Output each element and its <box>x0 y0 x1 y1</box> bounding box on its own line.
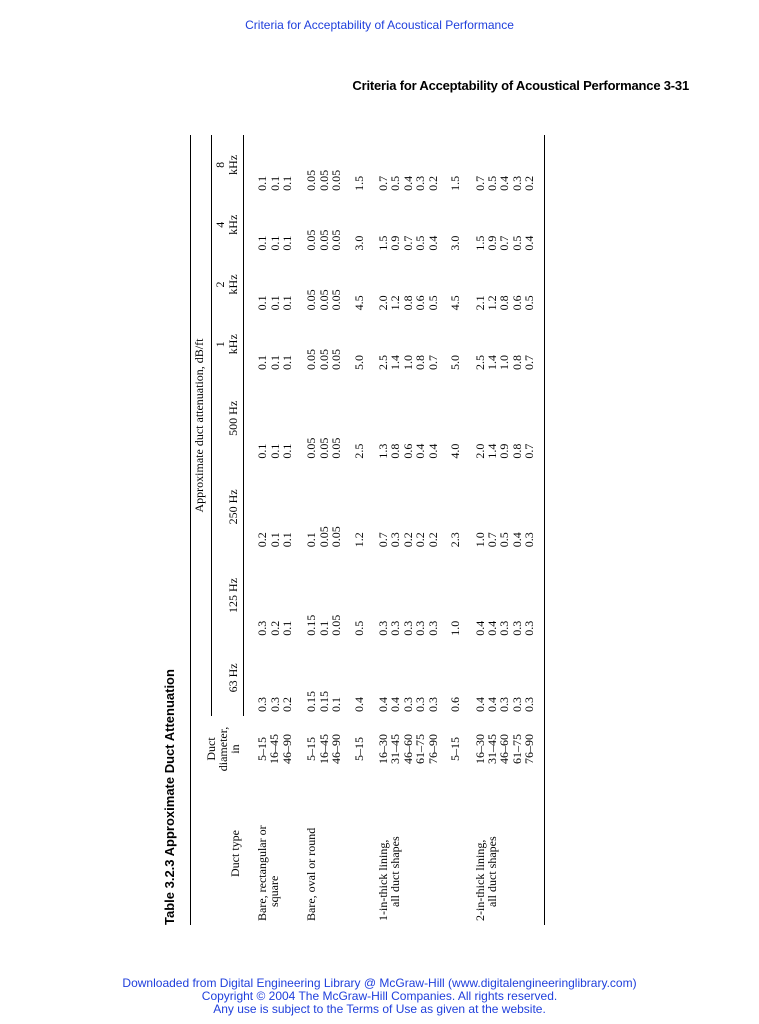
attenuation-value: 2.5 <box>351 443 366 459</box>
attenuation-value: 0.3 <box>522 620 537 636</box>
diameter-cell <box>293 716 342 782</box>
attenuation-value: 0.4 <box>472 697 487 712</box>
table-row <box>244 135 294 925</box>
attenuation-value: 0.5 <box>388 175 403 191</box>
attenuation-value: 0.05 <box>304 169 319 191</box>
diameter-value: 46–60 <box>497 734 512 764</box>
attenuation-cell <box>343 255 365 315</box>
attenuation-value: 0.9 <box>484 235 499 251</box>
diameter-cell <box>439 716 461 782</box>
diameter-value: 5–15 <box>448 737 463 761</box>
attenuation-value: 0.1 <box>280 175 295 191</box>
attenuation-value: 2.0 <box>376 295 391 311</box>
duct-type-line: Bare, oval or round <box>304 827 319 921</box>
attenuation-cell <box>343 195 365 255</box>
attenuation-value: 4.5 <box>448 295 463 311</box>
attenuation-value: 0.05 <box>316 349 331 371</box>
attenuation-value: 0.5 <box>522 295 537 311</box>
duct-type-line: 2-in-thick lining, <box>472 839 487 921</box>
attenuation-cell <box>293 463 342 552</box>
running-head: Criteria for Acceptability of Acoustical Performance 3-31 <box>352 78 689 93</box>
duct-type-cell <box>244 782 294 925</box>
col-header-duct-type: Duct type <box>191 782 244 925</box>
attenuation-cell <box>365 255 439 315</box>
diameter-value: 76–90 <box>522 734 537 764</box>
table-row <box>365 135 439 925</box>
attenuation-cell <box>293 255 342 315</box>
rotated-table-region <box>120 125 650 925</box>
attenuation-cell <box>439 640 461 716</box>
diameter-header-line: Duct <box>203 737 218 761</box>
attenuation-cell <box>365 551 439 640</box>
attenuation-value: 1.2 <box>484 295 499 311</box>
attenuation-value: 1.3 <box>376 443 391 459</box>
attenuation-value: 1.2 <box>388 295 403 311</box>
attenuation-cell <box>343 463 365 552</box>
attenuation-value: 0.05 <box>329 526 344 548</box>
diameter-value: 46–90 <box>279 734 294 764</box>
freq-header-line: 2 <box>213 281 228 288</box>
attenuation-value: 0.05 <box>316 289 331 311</box>
duct-type-cell <box>293 782 342 925</box>
diameter-cell <box>365 716 439 782</box>
attenuation-value: 0.7 <box>522 443 537 459</box>
attenuation-value: 0.1 <box>267 443 282 459</box>
attenuation-value: 0.05 <box>329 289 344 311</box>
attenuation-value: 0.1 <box>255 355 270 371</box>
attenuation-cell <box>439 463 461 552</box>
freq-header-line: 63 Hz <box>225 663 240 693</box>
attenuation-cell <box>365 195 439 255</box>
duct-type-cell <box>343 782 365 925</box>
attenuation-value: 0.2 <box>255 532 270 548</box>
attenuation-cell <box>439 374 461 463</box>
attenuation-value: 2.5 <box>472 355 487 371</box>
attenuation-value: 0.8 <box>413 355 428 371</box>
attenuation-value: 3.0 <box>351 235 366 251</box>
freq-header-line: 125 Hz <box>225 578 240 613</box>
diameter-value: 5–15 <box>351 737 366 761</box>
attenuation-value: 1.2 <box>351 532 366 548</box>
duct-type-line: all duct shapes <box>484 836 499 907</box>
attenuation-value: 0.4 <box>425 235 440 251</box>
attenuation-value: 1.5 <box>376 235 391 251</box>
diameter-value: 5–15 <box>304 737 319 761</box>
attenuation-value: 0.4 <box>509 532 524 548</box>
attenuation-value: 0.05 <box>304 349 319 371</box>
attenuation-value: 0.7 <box>497 235 512 251</box>
diameter-value: 16–45 <box>267 734 282 764</box>
footer-line-download[interactable]: Downloaded from Digital Engineering Library @ McGraw-Hill (www.digitalengineeringlibrary.com) <box>122 976 637 990</box>
attenuation-value: 0.05 <box>316 437 331 459</box>
duct-type-cell <box>462 782 545 925</box>
attenuation-value: 0.2 <box>413 532 428 548</box>
attenuation-value: 0.7 <box>376 175 391 191</box>
attenuation-value: 0.4 <box>497 175 512 191</box>
attenuation-value: 2.5 <box>376 355 391 371</box>
attenuation-value: 0.05 <box>316 229 331 251</box>
attenuation-cell <box>462 463 545 552</box>
attenuation-cell <box>293 551 342 640</box>
attenuation-value: 0.05 <box>329 349 344 371</box>
attenuation-value: 5.0 <box>448 355 463 371</box>
attenuation-value: 0.4 <box>472 620 487 636</box>
attenuation-value: 4.5 <box>351 295 366 311</box>
attenuation-value: 0.4 <box>400 175 415 191</box>
attenuation-value: 1.4 <box>484 443 499 459</box>
attenuation-value: 0.8 <box>388 443 403 459</box>
attenuation-value: 1.5 <box>448 175 463 191</box>
diameter-value: 16–30 <box>376 734 391 764</box>
duct-type-line: Bare, rectangular or <box>254 825 269 921</box>
attenuation-value: 0.8 <box>509 443 524 459</box>
diameter-value: 61–75 <box>413 734 428 764</box>
attenuation-value: 1.5 <box>472 235 487 251</box>
attenuation-value: 0.1 <box>280 355 295 371</box>
attenuation-value: 0.05 <box>304 437 319 459</box>
attenuation-value: 0.7 <box>376 532 391 548</box>
attenuation-cell <box>244 195 294 255</box>
attenuation-value: 5.0 <box>351 355 366 371</box>
attenuation-cell <box>244 135 294 195</box>
attenuation-value: 0.1 <box>304 532 319 548</box>
attenuation-value: 0.3 <box>497 697 512 712</box>
attenuation-value: 0.1 <box>280 235 295 251</box>
freq-header-line: 250 Hz <box>225 489 240 525</box>
attenuation-value: 0.1 <box>267 355 282 371</box>
attenuation-value: 0.1 <box>255 235 270 251</box>
attenuation-value: 0.2 <box>267 620 282 636</box>
attenuation-cell <box>439 135 461 195</box>
attenuation-value: 0.1 <box>255 443 270 459</box>
diameter-value: 31–45 <box>484 734 499 764</box>
attenuation-value: 0.2 <box>400 532 415 548</box>
freq-header-line: kHz <box>225 334 240 355</box>
attenuation-cell <box>343 314 365 374</box>
attenuation-value: 1.4 <box>484 355 499 371</box>
table-row <box>343 135 365 925</box>
attenuation-value: 0.2 <box>425 175 440 191</box>
attenuation-value: 0.3 <box>509 175 524 191</box>
attenuation-value: 2.3 <box>448 532 463 548</box>
diameter-value: 16–45 <box>316 734 331 764</box>
attenuation-value: 1.0 <box>448 620 463 636</box>
attenuation-cell <box>343 374 365 463</box>
duct-type-cell <box>365 782 439 925</box>
attenuation-value: 0.4 <box>484 697 499 712</box>
attenuation-cell <box>244 640 294 716</box>
diameter-cell <box>343 716 365 782</box>
attenuation-value: 0.05 <box>304 289 319 311</box>
attenuation-value: 0.7 <box>522 355 537 371</box>
attenuation-value: 0.7 <box>472 175 487 191</box>
attenuation-value: 0.4 <box>351 697 366 712</box>
table-row <box>293 135 342 925</box>
freq-header <box>212 463 244 552</box>
attenuation-cell <box>462 640 545 716</box>
attenuation-cell <box>365 640 439 716</box>
attenuation-value: 0.3 <box>400 620 415 636</box>
attenuation-value: 0.9 <box>497 443 512 459</box>
attenuation-value: 0.4 <box>425 443 440 459</box>
diameter-value: 76–90 <box>425 734 440 764</box>
top-banner-link[interactable]: Criteria for Acceptability of Acoustical Performance <box>245 18 514 32</box>
attenuation-value: 0.3 <box>413 697 428 712</box>
attenuation-cell <box>343 551 365 640</box>
freq-header <box>212 551 244 640</box>
attenuation-value: 0.05 <box>316 526 331 548</box>
attenuation-value: 0.3 <box>425 620 440 636</box>
attenuation-cell <box>293 135 342 195</box>
attenuation-value: 0.1 <box>280 295 295 311</box>
attenuation-value: 0.05 <box>329 614 344 636</box>
attenuation-value: 1.0 <box>497 355 512 371</box>
attenuation-value: 0.15 <box>304 614 319 636</box>
attenuation-value: 0.2 <box>425 532 440 548</box>
attenuation-cell <box>439 255 461 315</box>
attenuation-value: 0.4 <box>522 235 537 251</box>
attenuation-value: 0.4 <box>376 697 391 712</box>
attenuation-value: 0.7 <box>484 532 499 548</box>
duct-type-cell <box>439 782 461 925</box>
footer-banner <box>0 977 759 1016</box>
attenuation-value: 0.05 <box>329 437 344 459</box>
freq-header <box>212 374 244 463</box>
attenuation-value: 1.0 <box>400 355 415 371</box>
diameter-value: 31–45 <box>388 734 403 764</box>
attenuation-cell <box>244 374 294 463</box>
freq-header <box>212 135 244 195</box>
table-row <box>439 135 461 925</box>
table-row <box>462 135 545 925</box>
attenuation-value: 0.05 <box>316 169 331 191</box>
attenuation-value: 0.1 <box>280 532 295 548</box>
attenuation-value: 0.3 <box>522 532 537 548</box>
attenuation-value: 0.1 <box>255 175 270 191</box>
attenuation-value: 0.3 <box>509 620 524 636</box>
attenuation-value: 0.3 <box>425 697 440 712</box>
attenuation-value: 0.3 <box>413 175 428 191</box>
diameter-header-line: in <box>228 744 243 754</box>
attenuation-cell <box>293 195 342 255</box>
freq-header-line: 8 <box>213 161 228 168</box>
footer-line-terms[interactable]: Any use is subject to the Terms of Use as given at the website. <box>213 1002 546 1016</box>
freq-header-line: kHz <box>225 274 240 295</box>
attenuation-value: 0.5 <box>497 532 512 548</box>
duct-type-line: all duct shapes <box>388 836 403 907</box>
attenuation-value: 0.2 <box>522 175 537 191</box>
attenuation-value: 0.5 <box>413 235 428 251</box>
attenuation-value: 0.3 <box>255 697 270 712</box>
attenuation-value: 0.4 <box>484 620 499 636</box>
freq-header-line: 500 Hz <box>225 400 240 436</box>
attenuation-value: 0.3 <box>255 620 270 636</box>
attenuation-value: 0.3 <box>400 697 415 712</box>
attenuation-value: 0.5 <box>425 295 440 311</box>
attenuation-cell <box>439 551 461 640</box>
attenuation-value: 3.0 <box>448 235 463 251</box>
freq-header <box>212 640 244 716</box>
attenuation-value: 0.3 <box>376 620 391 636</box>
freq-header-line: kHz <box>225 214 240 235</box>
attenuation-value: 0.4 <box>413 443 428 459</box>
table-title: Table 3.2.3 Approximate Duct Attenuation <box>162 669 177 925</box>
freq-header <box>212 314 244 374</box>
attenuation-cell <box>244 255 294 315</box>
attenuation-value: 0.5 <box>351 620 366 636</box>
attenuation-value: 0.6 <box>509 295 524 311</box>
attenuation-cell <box>244 314 294 374</box>
attenuation-value: 0.1 <box>267 532 282 548</box>
freq-header-line: 4 <box>213 221 228 228</box>
attenuation-value: 0.8 <box>497 295 512 311</box>
attenuation-value: 0.3 <box>497 620 512 636</box>
attenuation-value: 0.5 <box>509 235 524 251</box>
attenuation-value: 0.1 <box>267 295 282 311</box>
attenuation-value: 0.6 <box>400 443 415 459</box>
attenuation-cell <box>462 314 545 374</box>
attenuation-value: 1.4 <box>388 355 403 371</box>
diameter-value: 46–90 <box>329 734 344 764</box>
attenuation-value: 0.15 <box>304 691 319 712</box>
diameter-header-line: diameter, <box>215 726 230 772</box>
attenuation-value: 0.1 <box>255 295 270 311</box>
attenuation-value: 0.3 <box>388 532 403 548</box>
attenuation-value: 0.3 <box>267 697 282 712</box>
attenuation-value: 2.1 <box>472 295 487 311</box>
attenuation-cell <box>462 135 545 195</box>
attenuation-cell <box>293 640 342 716</box>
attenuation-cell <box>462 374 545 463</box>
attenuation-value: 0.1 <box>280 443 295 459</box>
attenuation-value: 0.3 <box>522 697 537 712</box>
attenuation-value: 0.05 <box>329 169 344 191</box>
attenuation-value: 0.6 <box>413 295 428 311</box>
attenuation-value: 0.1 <box>267 175 282 191</box>
attenuation-value: 1.0 <box>472 532 487 548</box>
attenuation-cell <box>462 195 545 255</box>
attenuation-value: 0.2 <box>280 697 295 712</box>
attenuation-value: 0.9 <box>388 235 403 251</box>
attenuation-value: 0.1 <box>267 235 282 251</box>
attenuation-cell <box>462 255 545 315</box>
diameter-cell <box>462 716 545 782</box>
attenuation-value: 0.3 <box>388 620 403 636</box>
diameter-value: 16–30 <box>472 734 487 764</box>
attenuation-cell <box>365 135 439 195</box>
attenuation-cell <box>439 314 461 374</box>
attenuation-value: 0.5 <box>484 175 499 191</box>
span-header-attenuation: Approximate duct attenuation, dB/ft <box>191 135 212 716</box>
duct-type-line: 1-in-thick lining, <box>376 839 391 921</box>
attenuation-value: 0.7 <box>400 235 415 251</box>
attenuation-value: 0.3 <box>413 620 428 636</box>
freq-header-line: 1 <box>213 341 228 348</box>
attenuation-cell <box>293 374 342 463</box>
attenuation-cell <box>365 374 439 463</box>
duct-attenuation-table <box>190 135 545 925</box>
attenuation-value: 0.8 <box>509 355 524 371</box>
freq-header <box>212 195 244 255</box>
freq-header-line: kHz <box>225 154 240 175</box>
freq-header <box>212 255 244 315</box>
attenuation-cell <box>343 135 365 195</box>
attenuation-value: 0.3 <box>509 697 524 712</box>
attenuation-value: 2.0 <box>472 443 487 459</box>
diameter-cell <box>244 716 294 782</box>
attenuation-value: 0.8 <box>400 295 415 311</box>
attenuation-cell <box>365 314 439 374</box>
attenuation-value: 0.05 <box>304 229 319 251</box>
attenuation-value: 0.1 <box>329 697 344 712</box>
attenuation-value: 0.7 <box>425 355 440 371</box>
col-header-diameter <box>191 716 244 782</box>
duct-type-line: square <box>267 875 282 907</box>
attenuation-cell <box>365 463 439 552</box>
attenuation-cell <box>462 551 545 640</box>
attenuation-cell <box>439 195 461 255</box>
attenuation-value: 4.0 <box>448 443 463 459</box>
attenuation-value: 0.4 <box>388 697 403 712</box>
attenuation-value: 0.15 <box>316 691 331 712</box>
attenuation-cell <box>293 314 342 374</box>
diameter-value: 61–75 <box>509 734 524 764</box>
attenuation-value: 1.5 <box>351 175 366 191</box>
attenuation-value: 0.1 <box>316 620 331 636</box>
attenuation-value: 0.1 <box>280 620 295 636</box>
diameter-value: 46–60 <box>400 734 415 764</box>
attenuation-value: 0.05 <box>329 229 344 251</box>
attenuation-value: 0.6 <box>448 697 463 712</box>
attenuation-cell <box>244 463 294 552</box>
diameter-value: 5–15 <box>254 737 269 761</box>
attenuation-cell <box>244 551 294 640</box>
footer-line-copyright: Copyright © 2004 The McGraw-Hill Companies. All rights reserved. <box>201 989 558 1003</box>
attenuation-cell <box>343 640 365 716</box>
